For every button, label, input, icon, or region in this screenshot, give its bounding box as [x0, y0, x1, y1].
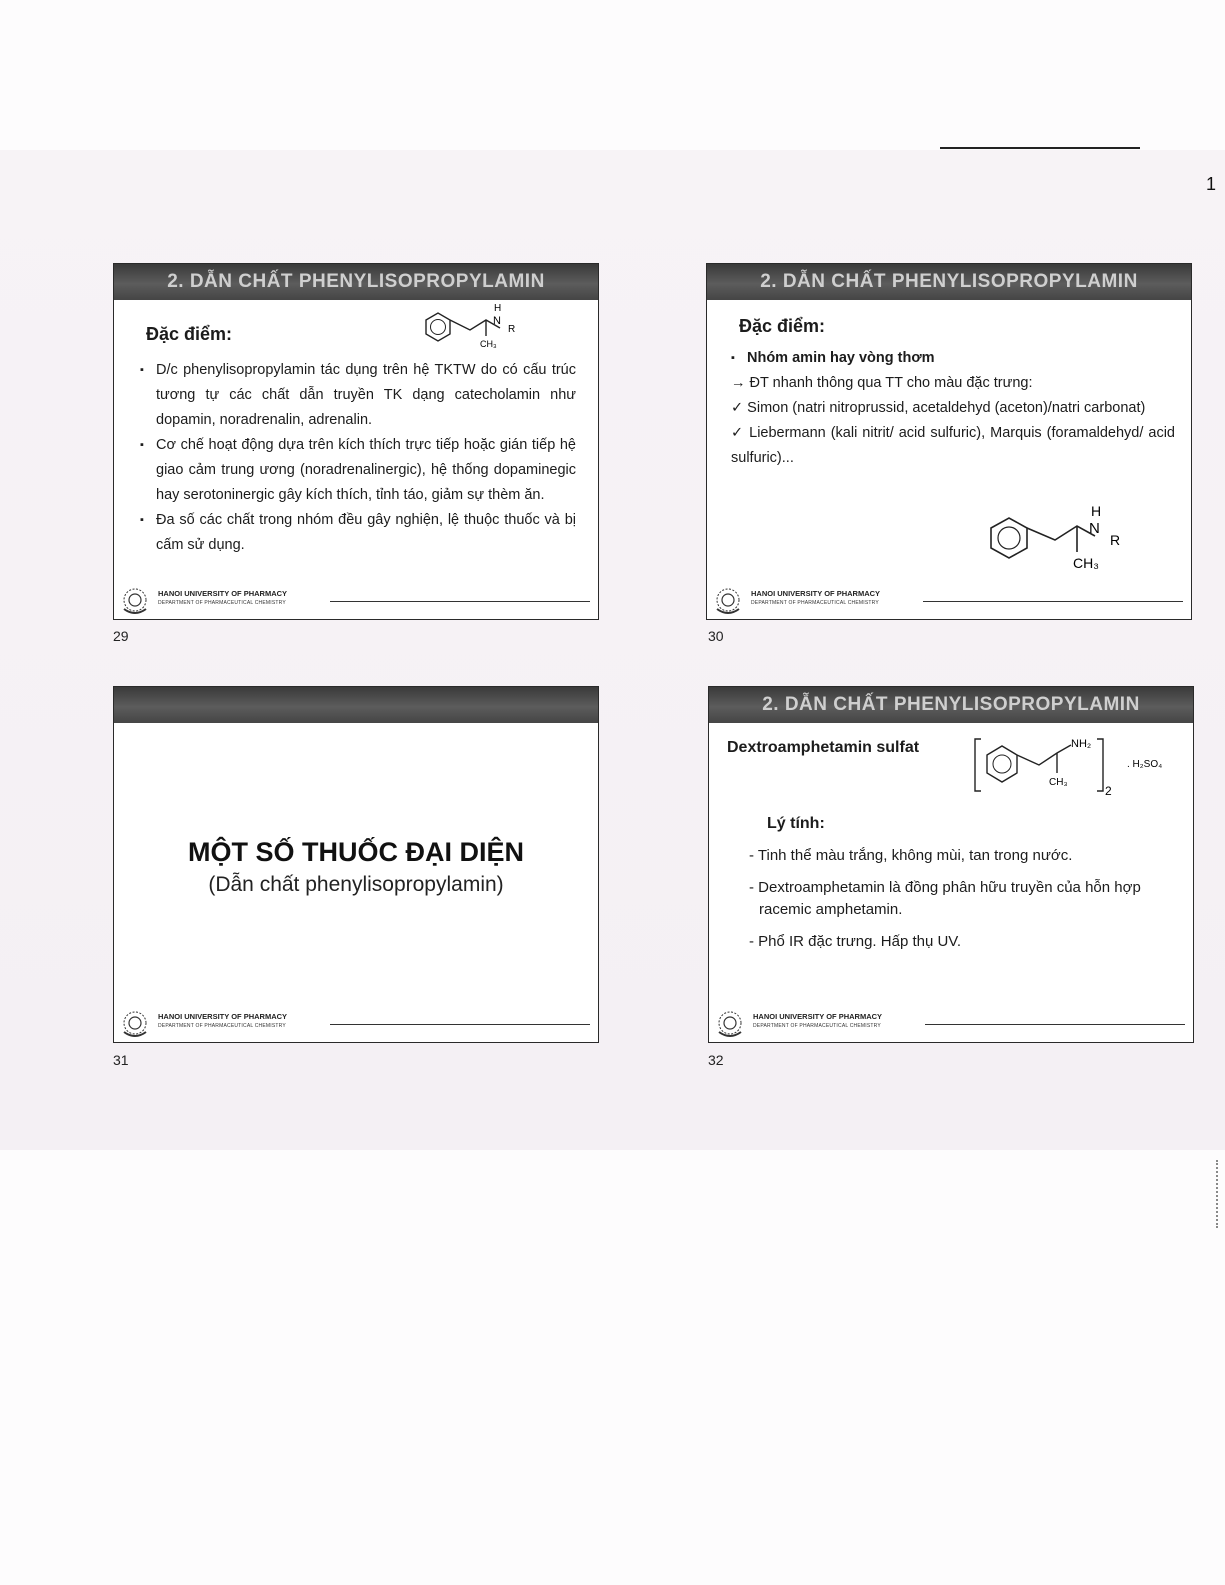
slide-32	[708, 686, 1194, 1043]
compound-name: Dextroamphetamin sulfat	[727, 739, 920, 756]
structure-h-label: H	[1091, 503, 1102, 519]
phenylisopropylamine-structure	[414, 302, 534, 354]
bullet-item: ▪ D/c phenylisopropylamin tác dụng trên hệ TKTW do có cấu trúc tương tự các chất dẫn truyền TK dạng catecholamin như dopamin, noradrenalin, adrenalin.	[140, 358, 576, 433]
property-line: - Dextroamphetamin là đồng phân hữu truyền của hỗn hợp racemic amphetamin.	[749, 879, 1141, 918]
dextroamphetamine-sulfate-structure	[971, 733, 1183, 799]
property-line: - Phổ IR đặc trưng. Hấp thụ UV.	[749, 933, 962, 950]
slide-heading: Đặc điểm:	[739, 316, 826, 336]
bullet-item: ▪ Cơ chế hoạt động dựa trên kích thích trực tiếp hoặc gián tiếp hệ giao cảm trung ương (noradrenalinergic), hệ thống dopaminegic hay serotoninergic gây kích thích, tỉnh táo, giảm sự thèm ăn.	[140, 433, 576, 508]
slide-number: 30	[708, 628, 724, 644]
slide-banner	[114, 687, 598, 723]
structure-n-label: N	[493, 315, 501, 327]
structure-ch3-label: CH₃	[480, 339, 497, 349]
slide-30	[706, 263, 1192, 620]
structure-r-label: R	[1110, 532, 1121, 548]
arrow-line: → ĐT nhanh thông qua TT cho màu đặc trưng:	[731, 375, 1033, 391]
footer-university: HANOI UNIVERSITY OF PHARMACY	[753, 1012, 883, 1021]
check-item: ✓ Liebermann (kali nitrit/ acid sulfuric), Marquis (foramaldehyd/ acid sulfuric)...	[731, 425, 1175, 466]
bullet-list	[140, 358, 576, 558]
structure-h-label: H	[494, 303, 502, 314]
phenylisopropylamine-structure	[979, 500, 1139, 574]
bullet-item: ▪ Đa số các chất trong nhóm đều gây nghiện, lệ thuộc thuốc và bị cấm sử dụng.	[140, 508, 576, 558]
university-logo	[120, 587, 150, 615]
structure-nh2-label: NH₂	[1071, 738, 1092, 750]
slide-footer	[118, 587, 594, 615]
structure-ch3-label: CH₃	[1049, 777, 1068, 788]
scan-edge-mark	[1216, 1160, 1220, 1228]
footer-department: DEPARTMENT OF PHARMACEUTICAL CHEMISTRY	[753, 1023, 881, 1029]
check-item: ✓ Simon (natri nitroprussid, acetaldehyd (aceton)/natri carbonat)	[731, 400, 1146, 416]
structure-subscript: 2	[1105, 784, 1112, 798]
structure-salt-label: . H₂SO₄	[1127, 759, 1163, 770]
slide-banner: 2. DẪN CHẤT PHENYLISOPROPYLAMIN	[707, 264, 1191, 300]
footer-department: DEPARTMENT OF PHARMACEUTICAL CHEMISTRY	[751, 600, 879, 606]
slide-number: 31	[113, 1052, 129, 1068]
university-logo	[713, 587, 743, 615]
university-logo	[715, 1010, 745, 1038]
university-logo	[120, 1010, 150, 1038]
slide-number: 32	[708, 1052, 724, 1068]
slide-number: 29	[113, 628, 129, 644]
bullet-item: ▪ Nhóm amin hay vòng thơm	[731, 346, 1175, 371]
slide-banner: 2. DẪN CHẤT PHENYLISOPROPYLAMIN	[114, 264, 598, 300]
section-label: Lý tính:	[767, 815, 825, 832]
section-subtitle: (Dẫn chất phenylisopropylamin)	[208, 873, 504, 896]
footer-university: HANOI UNIVERSITY OF PHARMACY	[158, 589, 288, 598]
footer-department: DEPARTMENT OF PHARMACEUTICAL CHEMISTRY	[158, 1023, 286, 1029]
property-line: - Tinh thể màu trắng, không mùi, tan trong nước.	[749, 847, 1073, 864]
footer-university: HANOI UNIVERSITY OF PHARMACY	[751, 589, 881, 598]
footer-rule	[330, 601, 590, 602]
structure-r-label: R	[508, 324, 516, 335]
slide-heading: Đặc điểm:	[146, 324, 233, 344]
property-list	[749, 845, 1159, 953]
footer-rule	[925, 1024, 1185, 1025]
top-rule	[940, 147, 1140, 149]
page-number: 1	[1206, 174, 1217, 194]
slide-body	[731, 346, 1175, 471]
slide-footer	[118, 1010, 594, 1038]
slide-footer	[711, 587, 1187, 615]
slide-29	[113, 263, 599, 620]
footer-rule	[923, 601, 1183, 602]
slide-footer	[713, 1010, 1189, 1038]
footer-rule	[330, 1024, 590, 1025]
slide-banner: 2. DẪN CHẤT PHENYLISOPROPYLAMIN	[709, 687, 1193, 723]
slide-31	[113, 686, 599, 1043]
section-title: MỘT SỐ THUỐC ĐẠI DIỆN	[188, 837, 524, 867]
structure-ch3-label: CH₃	[1073, 555, 1099, 571]
footer-university: HANOI UNIVERSITY OF PHARMACY	[158, 1012, 288, 1021]
structure-n-label: N	[1089, 520, 1100, 537]
footer-department: DEPARTMENT OF PHARMACEUTICAL CHEMISTRY	[158, 600, 286, 606]
